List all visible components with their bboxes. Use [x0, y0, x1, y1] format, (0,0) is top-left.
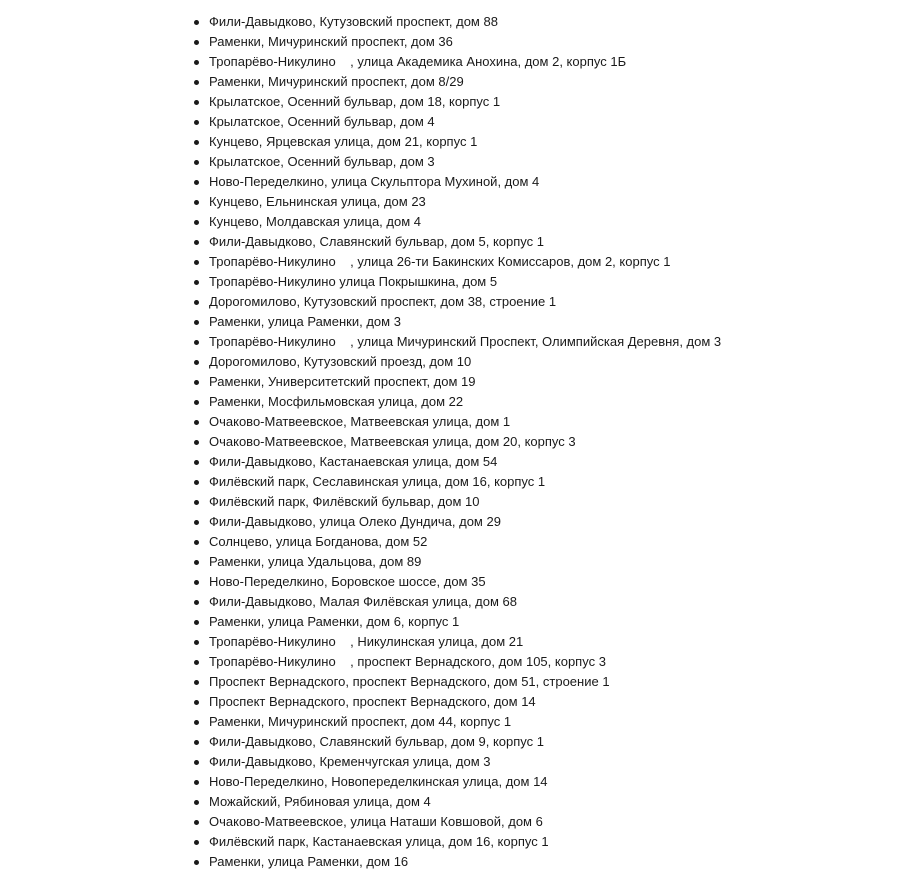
address-text: Тропарёво-Никулино , проспект Вернадского, дом 105, корпус 3 [209, 654, 606, 669]
list-item [0, 432, 918, 452]
address-text: Фили-Давыдково, Малая Филёвская улица, дом 68 [209, 594, 518, 609]
list-item [0, 152, 918, 172]
list-item [0, 352, 918, 372]
list-item [0, 472, 918, 492]
bullet-icon [194, 860, 199, 865]
address-text: Фили-Давыдково, Славянский бульвар, дом 9, корпус 1 [209, 734, 544, 749]
address-text: Фили-Давыдково, Кастанаевская улица, дом 54 [209, 454, 498, 469]
bullet-icon [194, 760, 199, 765]
address-text: Крылатское, Осенний бульвар, дом 4 [209, 114, 435, 129]
address-text: Раменки, улица Раменки, дом 16 [209, 854, 409, 869]
bullet-icon [194, 500, 199, 505]
list-item [0, 212, 918, 232]
list-item [0, 732, 918, 752]
list-item [0, 672, 918, 692]
bullet-icon [194, 420, 199, 425]
address-text: Ново-Переделкино, Боровское шоссе, дом 35 [209, 574, 486, 589]
list-item [0, 832, 918, 852]
list-item [0, 512, 918, 532]
address-text: Филёвский парк, Филёвский бульвар, дом 10 [209, 494, 480, 509]
address-text: Тропарёво-Никулино , Никулинская улица, дом 21 [209, 634, 524, 649]
bullet-icon [194, 820, 199, 825]
list-item [0, 92, 918, 112]
address-text: Раменки, улица Удальцова, дом 89 [209, 554, 422, 569]
bullet-icon [194, 260, 199, 265]
address-text: Раменки, улица Раменки, дом 3 [209, 314, 401, 329]
list-item [0, 192, 918, 212]
address-text: Раменки, Мичуринский проспект, дом 36 [209, 34, 453, 49]
bullet-icon [194, 540, 199, 545]
list-item [0, 172, 918, 192]
bullet-icon [194, 180, 199, 185]
address-text: Кунцево, Ярцевская улица, дом 21, корпус 1 [209, 134, 478, 149]
bullet-icon [194, 640, 199, 645]
list-item [0, 12, 918, 32]
bullet-icon [194, 660, 199, 665]
address-text: Филёвский парк, Сеславинская улица, дом 16, корпус 1 [209, 474, 546, 489]
bullet-icon [194, 440, 199, 445]
bullet-icon [194, 340, 199, 345]
bullet-icon [194, 60, 199, 65]
address-text: Тропарёво-Никулино , улица Академика Анохина, дом 2, корпус 1Б [209, 54, 627, 69]
list-item [0, 292, 918, 312]
list-item [0, 32, 918, 52]
list-item [0, 272, 918, 292]
bullet-icon [194, 520, 199, 525]
bullet-icon [194, 800, 199, 805]
list-item [0, 252, 918, 272]
list-item [0, 412, 918, 432]
bullet-icon [194, 600, 199, 605]
list-item [0, 452, 918, 472]
list-item [0, 112, 918, 132]
bullet-icon [194, 620, 199, 625]
list-item [0, 232, 918, 252]
address-text: Фили-Давыдково, Славянский бульвар, дом 5, корпус 1 [209, 234, 544, 249]
list-item [0, 812, 918, 832]
address-text: Тропарёво-Никулино , улица 26-ти Бакинских Комиссаров, дом 2, корпус 1 [209, 254, 671, 269]
list-item [0, 592, 918, 612]
bullet-icon [194, 300, 199, 305]
bullet-icon [194, 100, 199, 105]
list-item [0, 532, 918, 552]
address-text: Крылатское, Осенний бульвар, дом 18, корпус 1 [209, 94, 501, 109]
address-text: Дорогомилово, Кутузовский проспект, дом 38, строение 1 [209, 294, 557, 309]
bullet-icon [194, 240, 199, 245]
bullet-icon [194, 140, 199, 145]
list-item [0, 792, 918, 812]
bullet-icon [194, 480, 199, 485]
list-item [0, 132, 918, 152]
bullet-icon [194, 580, 199, 585]
bullet-icon [194, 120, 199, 125]
list-item [0, 612, 918, 632]
list-item [0, 332, 918, 352]
bullet-icon [194, 80, 199, 85]
list-item [0, 372, 918, 392]
list-item [0, 772, 918, 792]
bullet-icon [194, 400, 199, 405]
address-text: Раменки, Университетский проспект, дом 19 [209, 374, 476, 389]
list-item [0, 652, 918, 672]
address-text: Раменки, Мосфильмовская улица, дом 22 [209, 394, 464, 409]
address-text: Дорогомилово, Кутузовский проезд, дом 10 [209, 354, 472, 369]
address-text: Можайский, Рябиновая улица, дом 4 [209, 794, 431, 809]
bullet-icon [194, 40, 199, 45]
address-text: Очаково-Матвеевское, Матвеевская улица, дом 1 [209, 414, 511, 429]
address-text: Тропарёво-Никулино , улица Мичуринский Проспект, Олимпийская Деревня, дом 3 [209, 334, 722, 349]
bullet-icon [194, 720, 199, 725]
address-text: Раменки, Мичуринский проспект, дом 44, корпус 1 [209, 714, 512, 729]
list-item [0, 752, 918, 772]
address-text: Тропарёво-Никулино улица Покрышкина, дом 5 [209, 274, 498, 289]
bullet-icon [194, 280, 199, 285]
bullet-icon [194, 460, 199, 465]
address-text: Фили-Давыдково, улица Олеко Дундича, дом 29 [209, 514, 501, 529]
bullet-icon [194, 160, 199, 165]
address-text: Проспект Вернадского, проспект Вернадского, дом 14 [209, 694, 536, 709]
bullet-icon [194, 200, 199, 205]
list-item [0, 552, 918, 572]
list-item [0, 52, 918, 72]
address-text: Кунцево, Ельнинская улица, дом 23 [209, 194, 426, 209]
list-item [0, 712, 918, 732]
bullet-icon [194, 380, 199, 385]
bullet-icon [194, 780, 199, 785]
address-text: Очаково-Матвеевское, Матвеевская улица, дом 20, корпус 3 [209, 434, 576, 449]
bullet-icon [194, 360, 199, 365]
address-text: Крылатское, Осенний бульвар, дом 3 [209, 154, 435, 169]
address-text: Очаково-Матвеевское, улица Наташи Ковшовой, дом 6 [209, 814, 543, 829]
address-text: Фили-Давыдково, Кременчугская улица, дом 3 [209, 754, 491, 769]
bullet-icon [194, 840, 199, 845]
list-item [0, 72, 918, 92]
address-text: Фили-Давыдково, Кутузовский проспект, дом 88 [209, 14, 498, 29]
bullet-icon [194, 680, 199, 685]
bullet-icon [194, 220, 199, 225]
bullet-icon [194, 320, 199, 325]
list-item [0, 312, 918, 332]
address-text: Кунцево, Молдавская улица, дом 4 [209, 214, 421, 229]
list-item [0, 392, 918, 412]
address-text: Филёвский парк, Кастанаевская улица, дом 16, корпус 1 [209, 834, 549, 849]
address-text: Солнцево, улица Богданова, дом 52 [209, 534, 428, 549]
address-text: Ново-Переделкино, улица Скульптора Мухиной, дом 4 [209, 174, 540, 189]
bullet-icon [194, 560, 199, 565]
bullet-icon [194, 740, 199, 745]
bullet-icon [194, 700, 199, 705]
address-text: Проспект Вернадского, проспект Вернадского, дом 51, строение 1 [209, 674, 610, 689]
list-item [0, 492, 918, 512]
address-text: Раменки, улица Раменки, дом 6, корпус 1 [209, 614, 460, 629]
list-item [0, 852, 918, 872]
address-text: Ново-Переделкино, Новопеределкинская улица, дом 14 [209, 774, 548, 789]
address-text: Раменки, Мичуринский проспект, дом 8/29 [209, 74, 464, 89]
list-item [0, 692, 918, 712]
list-item [0, 632, 918, 652]
list-item [0, 572, 918, 592]
bullet-icon [194, 20, 199, 25]
